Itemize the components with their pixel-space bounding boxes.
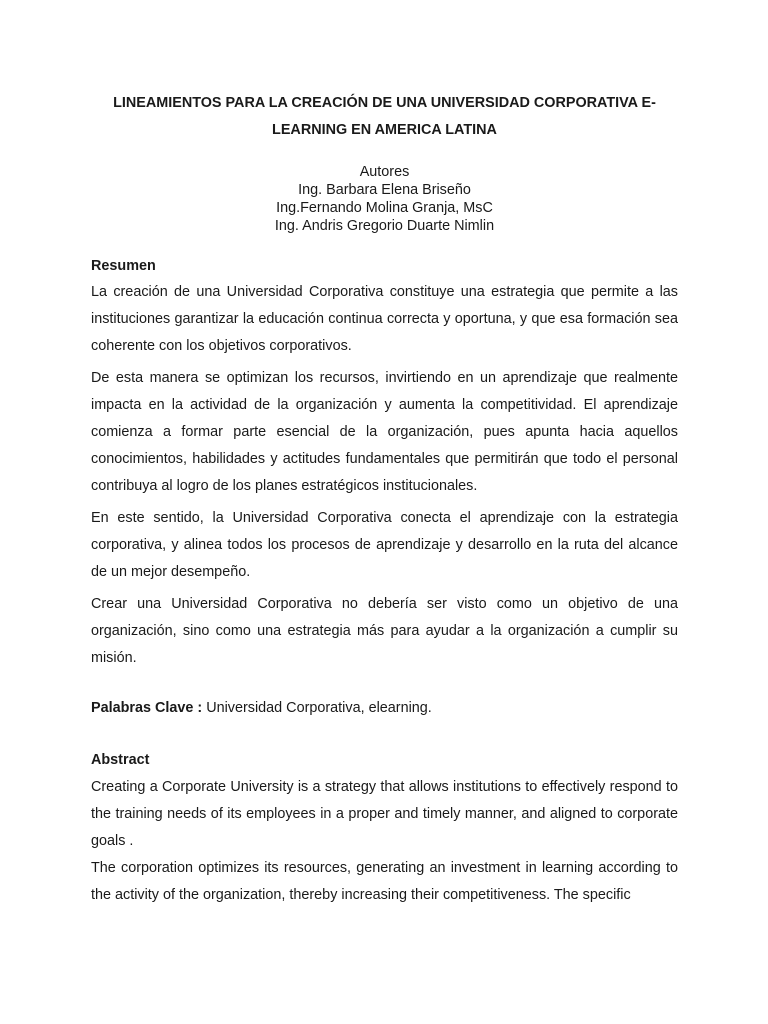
keywords-label: Palabras Clave : [91,700,203,716]
resumen-heading: Resumen [91,258,156,274]
author-name: Ing. Barbara Elena Briseño [298,182,471,198]
keywords-line [91,699,678,717]
title-line-2: LEARNING EN AMERICA LATINA [272,122,497,138]
document-page [91,90,678,909]
resumen-paragraph: En este sentido, la Universidad Corporativa conecta el aprendizaje con la estrategia corporativa, y alinea todos los procesos de aprendizaje y desarrollo en la ruta del alcance de un mejor desempeño. [91,510,678,580]
abstract-paragraph: The corporation optimizes its resources, generating an investment in learning according to the activity of the organization, thereby increasing their competitiveness. The specific [91,860,678,903]
resumen-paragraph: La creación de una Universidad Corporativa constituye una estrategia que permite a las instituciones garantizar la educación continua correcta y oportuna, y que esa formación sea coherente con los objetivos corporativos. [91,284,678,354]
resumen-paragraph: Crear una Universidad Corporativa no debería ser visto como un objetivo de una organización, sino como una estrategia más para ayudar a la organización a cumplir su misión. [91,596,678,666]
abstract-heading: Abstract [91,752,150,768]
resumen-paragraph: De esta manera se optimizan los recursos, invirtiendo en un aprendizaje que realmente impacta en la actividad de la organización y aumenta la competitividad. El aprendizaje comienza a formar parte esencial de la organización, pues apunta hacia aquellos conocimientos, habilidades y actitudes fundamentales que permitirán que todo el personal contribuya al logro de los planes estratégicos institucionales. [91,370,678,494]
author-name: Ing. Andris Gregorio Duarte Nimlin [274,218,495,234]
paper-title [91,90,678,144]
title-line-1: LINEAMIENTOS PARA LA CREACIÓN DE UNA UNIVERSIDAD CORPORATIVA E- [113,95,656,111]
author-name: Ing.Fernando Molina Granja, MsC [276,200,493,216]
authors-heading: Autores [359,164,410,180]
abstract-paragraph: Creating a Corporate University is a strategy that allows institutions to effectively respond to the training needs of its employees in a proper and timely manner, and aligned to corporate goals . [91,779,678,849]
keywords-value: Universidad Corporativa, elearning. [202,700,432,716]
authors-block [91,163,678,235]
